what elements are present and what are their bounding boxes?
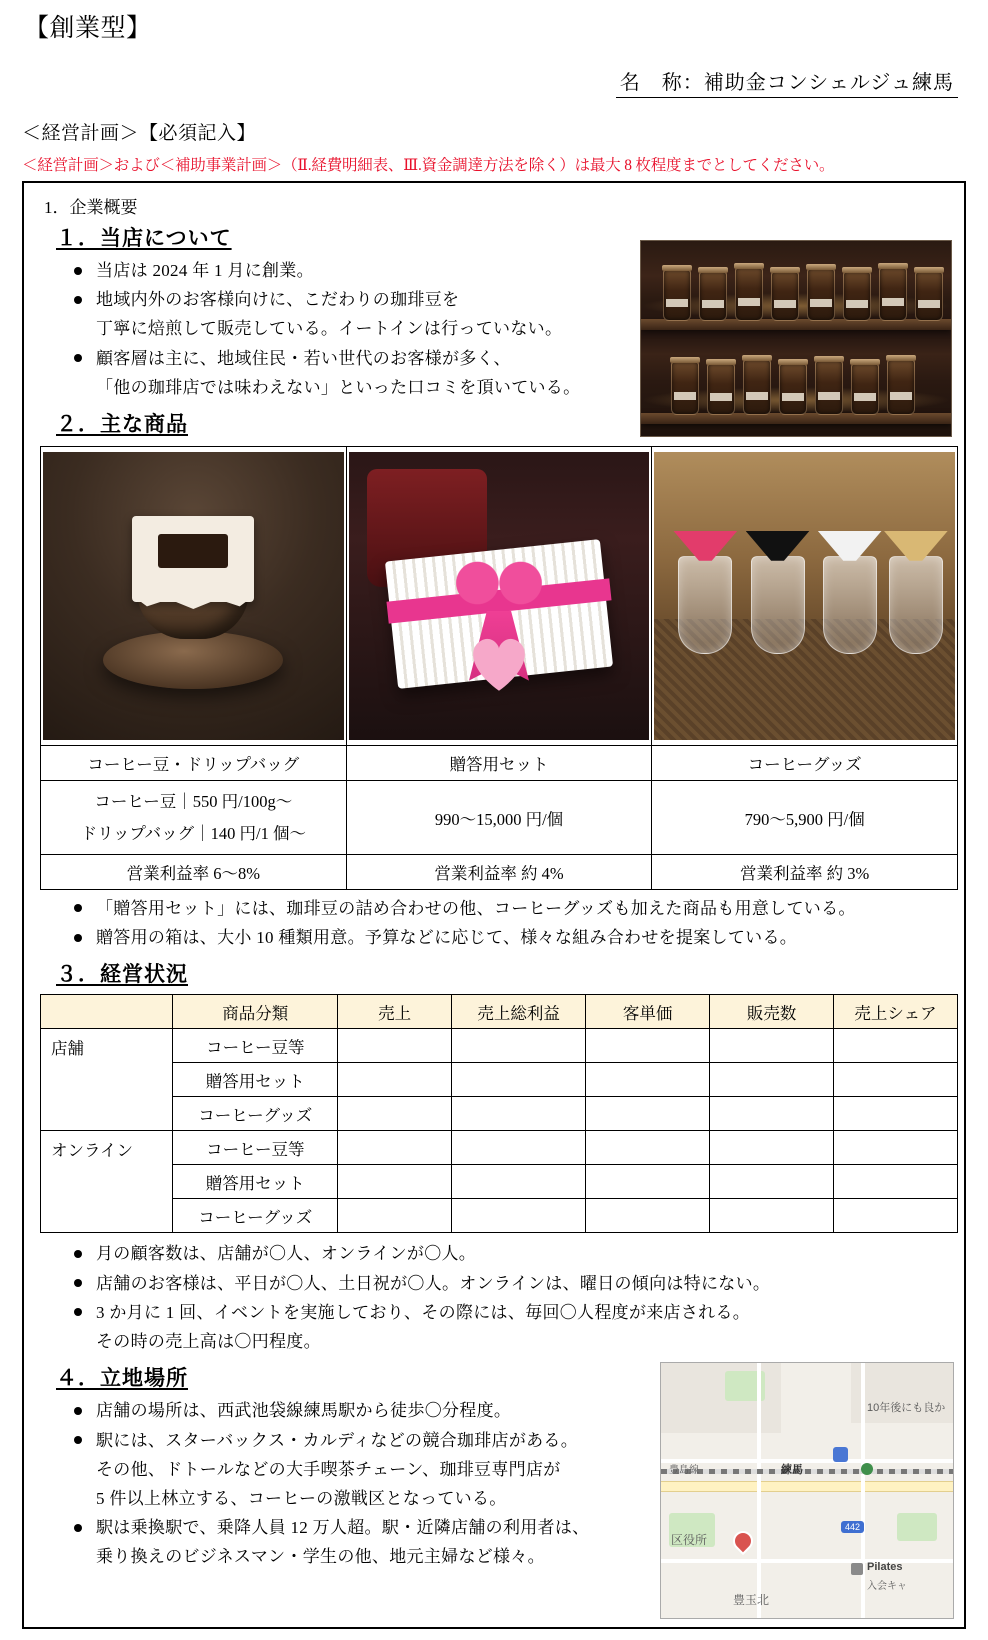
product-name: コーヒーグッズ — [652, 746, 958, 781]
products-table — [40, 446, 958, 890]
map-route-shield: 442 — [841, 1521, 864, 1533]
section-2 — [36, 404, 952, 952]
cell-sales[interactable] — [338, 1029, 452, 1063]
list-item — [72, 923, 952, 952]
product-photo-cell — [652, 447, 958, 746]
list-item — [72, 285, 632, 343]
bullet-text-cont: その他、ドトールなどの大手喫茶チェーン、珈琲豆専門店が — [96, 1459, 561, 1479]
section-2-heading: ２．主な商品 — [56, 412, 188, 437]
list-item — [72, 1513, 652, 1571]
bullet-text-cont: 「他の珈琲店では味わえない」といった口コミを頂いている。 — [96, 377, 581, 397]
cell-unit-price[interactable] — [586, 1097, 710, 1131]
map-green-dot-icon — [861, 1463, 873, 1475]
row-category: コーヒー豆等 — [173, 1029, 338, 1063]
list-item — [72, 1426, 652, 1514]
list-item — [72, 1298, 952, 1356]
row-category: コーヒー豆等 — [173, 1131, 338, 1165]
table-row — [41, 1029, 958, 1063]
bullet-text: 3 か月に 1 回、イベントを実施しており、その際には、毎回〇人程度が来店される。 — [96, 1302, 751, 1322]
map-square-icon — [851, 1563, 863, 1575]
product-name: 贈答用セット — [346, 746, 652, 781]
section-4-heading: ４．立地場所 — [56, 1366, 188, 1391]
product-photo-cell — [41, 447, 347, 746]
cell-share[interactable] — [834, 1097, 958, 1131]
product-price — [41, 781, 347, 855]
list-item — [72, 1269, 952, 1298]
list-item — [72, 1239, 952, 1268]
cell-share[interactable] — [834, 1131, 958, 1165]
drip-bag-on-cup-photo — [43, 452, 344, 740]
bullet-text: 地域内外のお客様向けに、こだわりの珈琲豆を — [96, 290, 460, 310]
cell-share[interactable] — [834, 1165, 958, 1199]
product-name: コーヒー豆・ドリップバッグ — [41, 746, 347, 781]
col-header-gross-profit: 売上総利益 — [451, 995, 585, 1029]
product-price: 790～5,900 円/個 — [652, 781, 958, 855]
section-3-bullets — [72, 1239, 952, 1356]
cell-gross-profit[interactable] — [451, 1029, 585, 1063]
map-label-station: 練馬 — [781, 1464, 803, 1476]
bullet-text: 「贈答用セット」には、珈琲豆の詰め合わせの他、コーヒーグッズも加えた商品も用意している。 — [96, 898, 856, 918]
cell-quantity[interactable] — [710, 1029, 834, 1063]
applicant-name-label: 名 称： — [619, 72, 704, 94]
cell-sales[interactable] — [338, 1063, 452, 1097]
bullet-text: 駅は乗換駅で、乗降人員 12 万人超。駅・近隣店舗の利用者は、 — [96, 1518, 590, 1538]
map-label-poi-sub: 入会キャ — [867, 1581, 907, 1592]
row-group-store: 店舗 — [41, 1029, 173, 1131]
bullet-text-cont: 丁寧に焙煎して販売している。イートインは行っていない。 — [96, 319, 563, 339]
map-pin-icon — [729, 1527, 757, 1555]
cell-gross-profit[interactable] — [451, 1165, 585, 1199]
cell-sales[interactable] — [338, 1165, 452, 1199]
cell-sales[interactable] — [338, 1199, 452, 1233]
map-label: 豊島線 — [669, 1465, 699, 1476]
table-row — [41, 1063, 958, 1097]
row-category: コーヒーグッズ — [173, 1097, 338, 1131]
section-3-heading: ３．経営状況 — [56, 962, 188, 987]
section-4-bullets — [72, 1396, 652, 1571]
cell-quantity[interactable] — [710, 1165, 834, 1199]
col-header-quantity: 販売数 — [710, 995, 834, 1029]
product-margin: 営業利益率 約 4% — [346, 854, 652, 889]
bullet-text: 月の顧客数は、店舗が〇人、オンラインが〇人。 — [96, 1244, 477, 1264]
cell-quantity[interactable] — [710, 1063, 834, 1097]
list-item — [72, 344, 632, 402]
cell-gross-profit[interactable] — [451, 1097, 585, 1131]
bullet-text: 店舗の場所は、西武池袋線練馬駅から徒歩〇分程度。 — [96, 1401, 512, 1421]
page-limit-note: ＜経営計画＞および＜補助事業計画＞（Ⅱ.経費明細表、Ⅲ.資金調達方法を除く）は最大 8 枚程度までとしてください。 — [22, 157, 835, 174]
plan-section-heading: ＜経営計画＞【必須記入】 — [22, 123, 257, 144]
list-item — [72, 256, 632, 285]
col-header-unit-price: 客単価 — [586, 995, 710, 1029]
section-1-heading: １．当店について — [56, 226, 232, 250]
cell-share[interactable] — [834, 1029, 958, 1063]
coffee-goods-drippers-photo — [654, 452, 955, 740]
cell-quantity[interactable] — [710, 1199, 834, 1233]
cell-share[interactable] — [834, 1063, 958, 1097]
table-row — [41, 1199, 958, 1233]
cell-unit-price[interactable] — [586, 1131, 710, 1165]
cell-unit-price[interactable] — [586, 1029, 710, 1063]
cell-gross-profit[interactable] — [451, 1199, 585, 1233]
applicant-name-value: 補助金コンシェルジュ練馬 — [703, 72, 954, 94]
applicant-name-row — [22, 66, 966, 98]
management-status-table — [40, 994, 958, 1233]
page-title: 【創業型】 — [24, 15, 152, 42]
row-category: 贈答用セット — [173, 1063, 338, 1097]
location-map[interactable] — [660, 1362, 954, 1619]
map-label: 豊玉北 — [733, 1593, 770, 1607]
map-label: 10年後にも良か — [867, 1402, 946, 1414]
col-header-category: 商品分類 — [173, 995, 338, 1029]
col-header-sales: 売上 — [338, 995, 452, 1029]
table-row — [41, 1165, 958, 1199]
product-price-line2: ドリップバッグ｜140 円/1 個～ — [80, 823, 306, 843]
product-margin: 営業利益率 6～8% — [41, 854, 347, 889]
row-category: コーヒーグッズ — [173, 1199, 338, 1233]
company-overview-box — [22, 181, 966, 1629]
bullet-text: 贈答用の箱は、大小 10 種類用意。予算などに応じて、様々な組み合わせを提案している。 — [96, 928, 798, 948]
cell-unit-price[interactable] — [586, 1165, 710, 1199]
table-row-names — [41, 746, 958, 781]
bullet-text-cont2: 5 件以上林立する、コーヒーの激戦区となっている。 — [96, 1488, 507, 1508]
bullet-text: 当店は 2024 年 1 月に創業。 — [96, 261, 314, 280]
section-1 — [36, 218, 952, 402]
map-label-poi: Pilates — [867, 1561, 903, 1573]
map-poi-icon — [833, 1447, 848, 1462]
table-row — [41, 1097, 958, 1131]
product-margin: 営業利益率 約 3% — [652, 854, 958, 889]
cell-gross-profit[interactable] — [451, 1131, 585, 1165]
cell-quantity[interactable] — [710, 1097, 834, 1131]
section-number: 1．企業概要 — [44, 198, 138, 217]
bullet-text: 駅には、スターバックス・カルディなどの競合珈琲店がある。 — [96, 1430, 579, 1450]
cell-share[interactable] — [834, 1199, 958, 1233]
table-row-prices — [41, 781, 958, 855]
bullet-text: 顧客層は主に、地域住民・若い世代のお客様が多く、 — [96, 348, 511, 368]
cell-sales[interactable] — [338, 1097, 452, 1131]
applicant-name — [616, 66, 958, 98]
table-row — [41, 1131, 958, 1165]
section-4 — [36, 1358, 952, 1607]
list-item — [72, 1396, 652, 1425]
product-price-line1: コーヒー豆｜550 円/100g～ — [94, 792, 293, 812]
product-price: 990～15,000 円/個 — [346, 781, 652, 855]
product-photo-cell — [346, 447, 652, 746]
coffee-bean-jars-shelf-photo — [640, 240, 952, 437]
section-2-bullets — [72, 894, 952, 952]
row-category: 贈答用セット — [173, 1165, 338, 1199]
section-3 — [36, 954, 952, 1356]
row-group-online: オンライン — [41, 1131, 173, 1233]
cell-gross-profit[interactable] — [451, 1063, 585, 1097]
table-row-margins — [41, 854, 958, 889]
col-header-blank — [41, 995, 173, 1029]
table-header-row — [41, 995, 958, 1029]
cell-quantity[interactable] — [710, 1131, 834, 1165]
map-label: 区役所 — [671, 1533, 708, 1547]
list-item — [72, 894, 952, 923]
cell-unit-price[interactable] — [586, 1199, 710, 1233]
cell-sales[interactable] — [338, 1131, 452, 1165]
col-header-share: 売上シェア — [834, 995, 958, 1029]
table-row-images — [41, 447, 958, 746]
bullet-text-cont: その時の売上高は〇円程度。 — [96, 1332, 321, 1352]
gift-set-pink-ribbon-photo — [349, 452, 650, 740]
bullet-text: 店舗のお客様は、平日が〇人、土日祝が〇人。オンラインは、曜日の傾向は特にない。 — [96, 1273, 771, 1293]
cell-unit-price[interactable] — [586, 1063, 710, 1097]
bullet-text-cont: 乗り換えのビジネスマン・学生の他、地元主婦など様々。 — [96, 1547, 545, 1567]
section-1-bullets — [72, 256, 632, 402]
